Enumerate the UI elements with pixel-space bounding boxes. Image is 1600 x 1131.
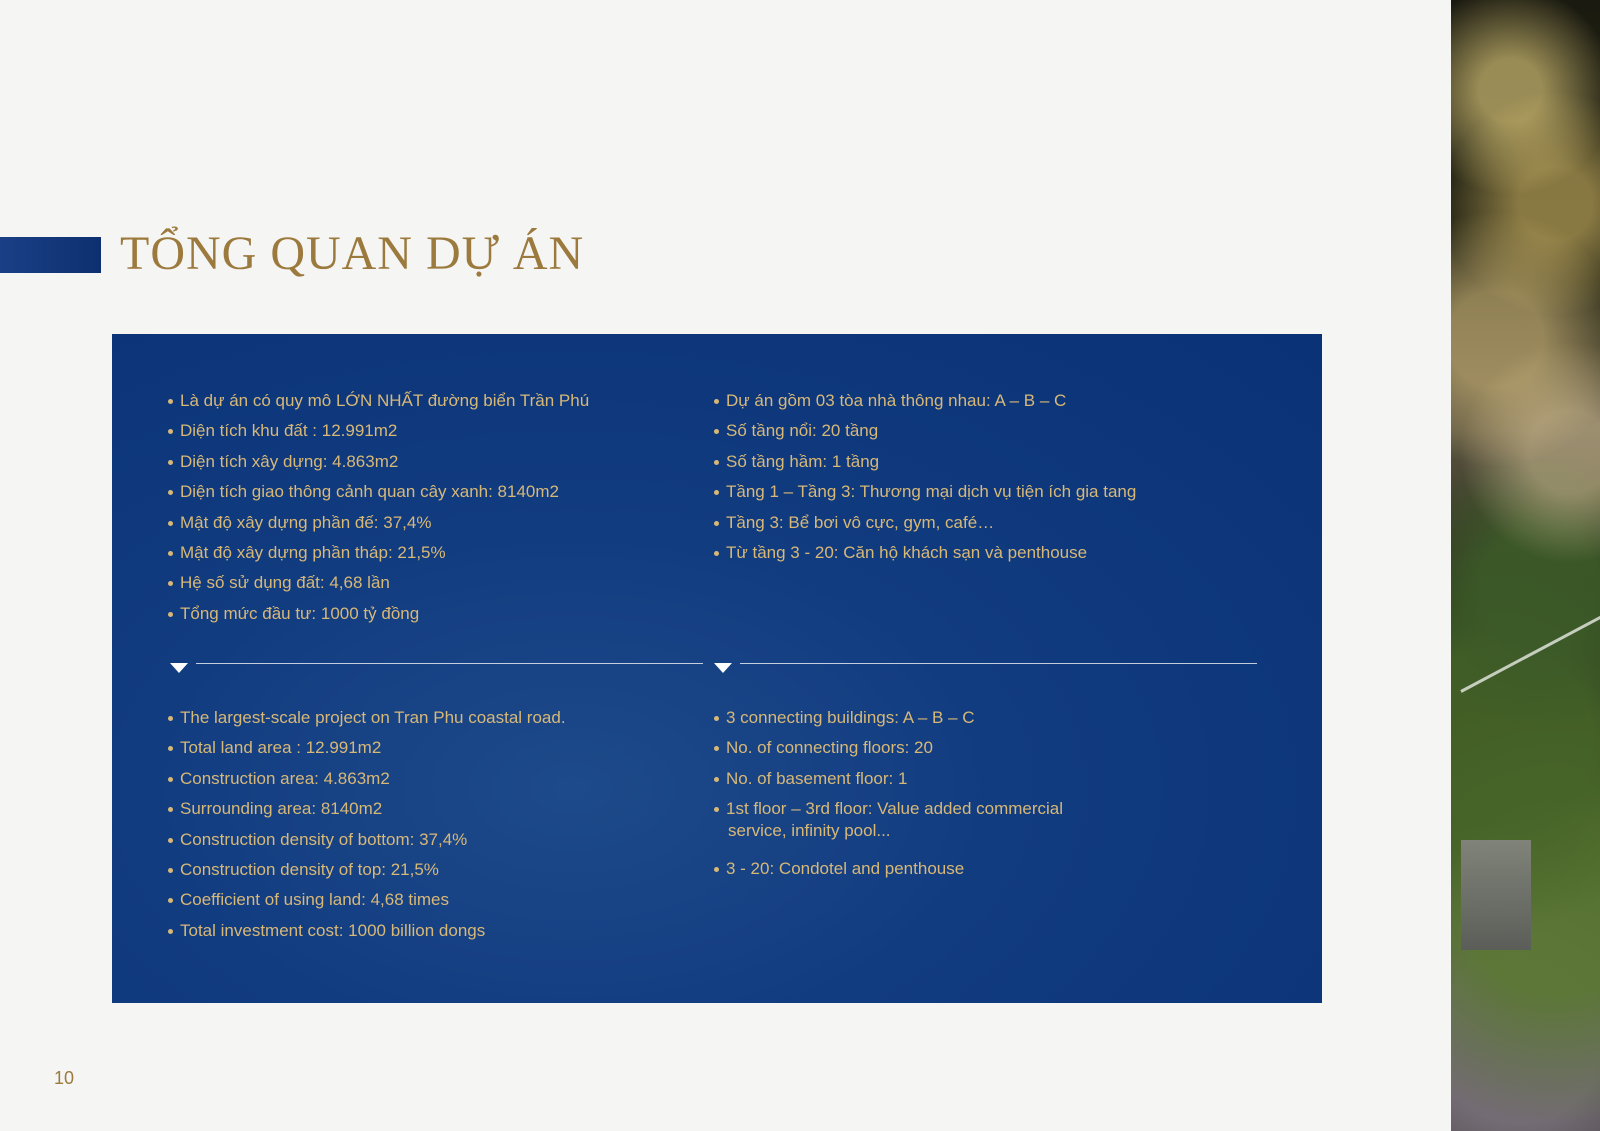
page-title: TỔNG QUAN DỰ ÁN xyxy=(120,227,585,280)
list-item xyxy=(714,798,1063,858)
list-item: Diện tích khu đất : 12.991m2 xyxy=(168,420,589,450)
list-item: Tầng 1 – Tầng 3: Thương mại dịch vụ tiện ích gia tang xyxy=(714,481,1136,511)
building-shape xyxy=(1461,840,1531,950)
triangle-down-icon xyxy=(170,663,188,673)
title-accent-bar xyxy=(0,237,101,273)
list-item: Surrounding area: 8140m2 xyxy=(168,798,566,828)
list-item: Construction area: 4.863m2 xyxy=(168,768,566,798)
list-item: Số tầng hầm: 1 tầng xyxy=(714,451,1136,481)
list-item: Construction density of top: 21,5% xyxy=(168,859,566,889)
list-item: Diện tích giao thông cảnh quan cây xanh: 8140m2 xyxy=(168,481,589,511)
list-item: Hệ số sử dụng đất: 4,68 lần xyxy=(168,572,589,602)
list-item: The largest-scale project on Tran Phu coastal road. xyxy=(168,707,566,737)
list-item: Dự án gồm 03 tòa nhà thông nhau: A – B – C xyxy=(714,390,1136,420)
list-item: Diện tích xây dựng: 4.863m2 xyxy=(168,451,589,481)
project-overview-panel xyxy=(112,334,1322,1003)
list-item: Là dự án có quy mô LỚN NHẤT đường biển Trần Phú xyxy=(168,390,589,420)
list-item: Construction density of bottom: 37,4% xyxy=(168,829,566,859)
list-item: Số tầng nổi: 20 tầng xyxy=(714,420,1136,450)
list-item: No. of connecting floors: 20 xyxy=(714,737,1063,767)
list-item: Mật độ xây dựng phần đế: 37,4% xyxy=(168,512,589,542)
list-item: Total investment cost: 1000 billion dongs xyxy=(168,920,566,950)
page-number: 10 xyxy=(54,1068,75,1088)
aerial-night-photo xyxy=(1451,0,1600,1131)
divider-line xyxy=(196,663,703,664)
section-divider-right xyxy=(714,660,1374,674)
vietnamese-specs-left xyxy=(168,390,589,633)
english-specs-left xyxy=(168,707,566,950)
english-specs-right xyxy=(714,707,1063,889)
list-item: Mật độ xây dựng phần tháp: 21,5% xyxy=(168,542,589,572)
road-marking xyxy=(1460,596,1600,693)
list-item: Từ tầng 3 - 20: Căn hộ khách sạn và penthouse xyxy=(714,542,1136,572)
vietnamese-specs-right xyxy=(714,390,1136,572)
list-item: Tổng mức đầu tư: 1000 tỷ đồng xyxy=(168,603,589,633)
list-item: Total land area : 12.991m2 xyxy=(168,737,566,767)
list-item-line-1: 1st floor – 3rd floor: Value added commercial xyxy=(726,799,1064,819)
divider-line xyxy=(740,663,1257,664)
triangle-down-icon xyxy=(714,663,732,673)
list-item-line-2: service, infinity pool... xyxy=(728,821,891,841)
list-item: 3 connecting buildings: A – B – C xyxy=(714,707,1063,737)
list-item: Tầng 3: Bể bơi vô cực, gym, café… xyxy=(714,512,1136,542)
list-item: 3 - 20: Condotel and penthouse xyxy=(714,858,1063,888)
list-item: Coefficient of using land: 4,68 times xyxy=(168,889,566,919)
list-item: No. of basement floor: 1 xyxy=(714,768,1063,798)
